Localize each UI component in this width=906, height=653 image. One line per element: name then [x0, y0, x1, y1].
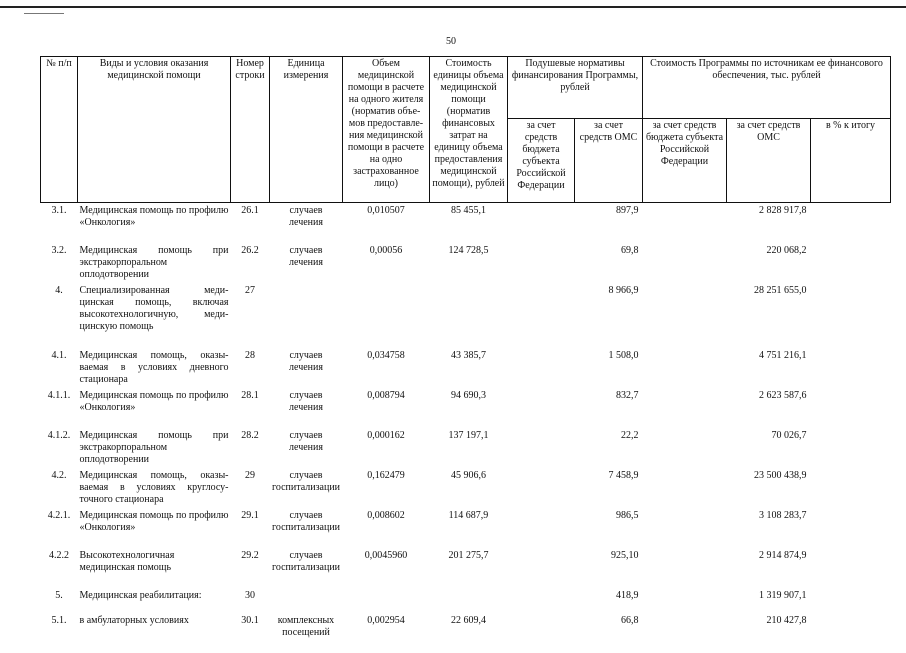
- cell-prg-oms: 70 026,7: [771, 429, 807, 441]
- header-unit: Единица измерения: [270, 57, 343, 203]
- table-row: [41, 548, 891, 588]
- cell-volume: [343, 588, 430, 613]
- cell-pct: [811, 203, 891, 243]
- cell-pct: [811, 468, 891, 508]
- table-row: [41, 468, 891, 508]
- cell-volume: [343, 283, 430, 348]
- cell-pct: [811, 613, 891, 653]
- cell-cost: 45 906,6: [451, 469, 486, 481]
- cell-pc-budget: [508, 283, 575, 348]
- cell-volume: 0,00056: [369, 244, 403, 256]
- header-per-capita: Подушевые нормативы финансирования Программы, рублей: [508, 57, 643, 119]
- cell-prg-budget: [643, 348, 727, 388]
- cell-cost: 85 455,1: [451, 205, 486, 216]
- cell-prg-budget: [643, 388, 727, 428]
- cell-name: Медицинская реабилитация:: [79, 589, 202, 601]
- cell-prg-oms: 1 319 907,1: [759, 589, 807, 601]
- cell-prg-oms: 4 751 216,1: [759, 349, 807, 361]
- cell-unit: случаев лечения: [289, 429, 323, 453]
- cell-name: Медицинская помощь, оказы-ваемая в условиях круглосу-точного стационара: [79, 469, 229, 505]
- cell-pc-oms: 986,5: [616, 509, 639, 521]
- cell-line: 29.2: [241, 549, 259, 561]
- cell-line: 26.2: [241, 244, 259, 256]
- cell-pct: [811, 243, 891, 283]
- cell-line: 27: [245, 284, 255, 296]
- header-line: Номер строки: [231, 57, 270, 203]
- cell-name: Медицинская помощь по профилю «Онкология»: [79, 389, 229, 413]
- cell-cost: 94 690,3: [451, 389, 486, 401]
- cell-line: 28.2: [241, 429, 259, 441]
- cell-prg-oms: 3 108 283,7: [759, 509, 807, 521]
- cell-cost: 22 609,4: [451, 614, 486, 626]
- cell-pc-budget: [508, 508, 575, 548]
- cell-num: 4.1.1.: [47, 389, 71, 401]
- cell-unit: [270, 588, 343, 613]
- cell-cost: [430, 588, 508, 613]
- cell-name: Высокотехнологичная медицинская помощь: [79, 549, 175, 573]
- cell-prg-budget: [643, 508, 727, 548]
- cell-pc-oms: 832,7: [616, 389, 639, 401]
- program-cost-table: [40, 56, 891, 653]
- cell-unit: случаев лечения: [289, 244, 323, 268]
- cell-line: 29: [245, 469, 255, 481]
- header-pc-oms: за счет средств ОМС: [575, 119, 643, 203]
- cell-volume: 0,000162: [367, 429, 405, 441]
- cell-pct: [811, 508, 891, 548]
- header-pc-budget: за счет средств бюджета субъекта Российской Федерации: [508, 119, 575, 203]
- cell-unit: [270, 283, 343, 348]
- cell-num: 4.2.1.: [47, 509, 71, 521]
- cell-prg-budget: [643, 283, 727, 348]
- header-num: № п/п: [41, 57, 78, 203]
- cell-pc-oms: 897,9: [616, 205, 639, 216]
- page-number: 50: [446, 36, 456, 47]
- cell-unit: случаев госпитализации: [271, 549, 341, 573]
- cell-line: 28.1: [241, 389, 259, 401]
- cell-name: Специализированная меди-цинская помощь, включая высокотехнологичную, меди-цинскую помощь: [79, 284, 229, 332]
- cell-num: 3.1.: [51, 205, 67, 216]
- cell-pc-oms: 22,2: [621, 429, 639, 441]
- header-prg-oms: за счет средств ОМС: [727, 119, 811, 203]
- cell-pc-budget: [508, 588, 575, 613]
- cell-pc-oms: 8 966,9: [608, 284, 639, 296]
- table-row: [41, 388, 891, 428]
- header-kind: Виды и условия оказания медицинской помощи: [78, 57, 231, 203]
- table-row: [41, 348, 891, 388]
- cell-pc-budget: [508, 243, 575, 283]
- header-volume: Объем медицинской помощи в расчете на одного жителя (норматив объе-мов предоставле-ния медицинской помощи в расчете на одно застрахованное лицо): [343, 57, 430, 203]
- cell-volume: 0,002954: [367, 614, 405, 626]
- cell-prg-budget: [643, 613, 727, 653]
- table-row: [41, 613, 891, 653]
- cell-pc-budget: [508, 468, 575, 508]
- cell-cost: 114 687,9: [448, 509, 489, 521]
- cell-pc-budget: [508, 548, 575, 588]
- cell-cost: 43 385,7: [451, 349, 486, 361]
- cell-name: в амбулаторных условиях: [79, 614, 189, 626]
- cell-prg-budget: [643, 588, 727, 613]
- cell-prg-oms: 2 914 874,9: [759, 549, 807, 561]
- cell-cost: 124 728,5: [448, 244, 489, 256]
- cell-num: 4.: [55, 284, 63, 296]
- cell-prg-oms: 220 068,2: [766, 244, 807, 256]
- cell-num: 4.2.2: [49, 549, 69, 561]
- cell-pc-oms: 925,10: [611, 549, 639, 561]
- cell-unit: случаев лечения: [289, 389, 323, 413]
- cell-pc-budget: [508, 348, 575, 388]
- top-border-line: [0, 6, 906, 8]
- cell-volume: 0,008794: [367, 389, 405, 401]
- cell-volume: 0,0045960: [364, 549, 408, 561]
- cell-pc-oms: 7 458,9: [608, 469, 639, 481]
- cell-prg-budget: [643, 203, 727, 243]
- cell-prg-oms: 2 623 587,6: [759, 389, 807, 401]
- cell-line: 30: [245, 589, 255, 601]
- table-row: [41, 243, 891, 283]
- cell-unit: случаев госпитализации: [271, 469, 341, 493]
- cell-num: 5.: [55, 589, 63, 601]
- cell-name: Медицинская помощь по профилю «Онкология»: [79, 509, 229, 533]
- cell-prg-budget: [643, 243, 727, 283]
- header-cost: Стоимость единицы объема медицинской помощи (норматив финансовых затрат на единицу объема предоставления медицинской помощи), рублей: [430, 57, 508, 203]
- cell-pct: [811, 283, 891, 348]
- cell-pc-budget: [508, 388, 575, 428]
- cell-unit: случаев лечения: [289, 349, 323, 373]
- table-row: [41, 428, 891, 468]
- cell-volume: 0,162479: [367, 469, 405, 481]
- cell-pc-oms: 66,8: [621, 614, 639, 626]
- cell-prg-budget: [643, 468, 727, 508]
- header-prg-pct: в % к итогу: [811, 119, 891, 203]
- cell-pc-oms: 418,9: [616, 589, 639, 601]
- cell-pct: [811, 548, 891, 588]
- cell-num: 4.2.: [51, 469, 67, 481]
- cell-line: 28: [245, 349, 255, 361]
- cell-prg-oms: 210 427,8: [766, 614, 807, 626]
- cell-pc-oms: 69,8: [621, 244, 639, 256]
- cell-line: 26.1: [241, 205, 259, 216]
- cell-line: 29.1: [241, 509, 259, 521]
- cell-num: 3.2.: [51, 244, 67, 256]
- cell-name: Медицинская помощь при экстракорпоральном оплодотворении: [79, 429, 229, 465]
- table-row: [41, 588, 891, 613]
- cell-pc-budget: [508, 613, 575, 653]
- cell-pct: [811, 428, 891, 468]
- cell-prg-oms: 2 828 917,8: [759, 205, 807, 216]
- cell-num: 4.1.2.: [47, 429, 71, 441]
- cell-prg-oms: 28 251 655,0: [754, 284, 807, 296]
- cell-prg-budget: [643, 428, 727, 468]
- table-row: [41, 283, 891, 348]
- cell-pct: [811, 588, 891, 613]
- header-program-cost: Стоимость Программы по источникам ее финансового обеспечения, тыс. рублей: [643, 57, 891, 119]
- cell-num: 4.1.: [51, 349, 67, 361]
- cell-line: 30.1: [241, 614, 259, 626]
- cell-cost: 137 197,1: [448, 429, 489, 441]
- cell-prg-budget: [643, 548, 727, 588]
- cell-cost: 201 275,7: [448, 549, 489, 561]
- cell-name: Медицинская помощь при экстракорпоральном оплодотворении: [79, 244, 229, 280]
- cell-cost: [430, 283, 508, 348]
- cell-unit: случаев госпитализации: [271, 509, 341, 533]
- cell-pc-oms: 1 508,0: [608, 349, 639, 361]
- cell-unit: случаев лечения: [289, 205, 323, 228]
- table-row: [41, 203, 891, 243]
- cell-pc-budget: [508, 428, 575, 468]
- table-row: [41, 508, 891, 548]
- cell-volume: 0,034758: [367, 349, 405, 361]
- cell-num: 5.1.: [51, 614, 67, 626]
- cell-pc-budget: [508, 203, 575, 243]
- scan-mark: [24, 13, 64, 14]
- cell-volume: 0,008602: [367, 509, 405, 521]
- header-prg-budget: за счет средств бюджета субъекта Российской Федерации: [643, 119, 727, 203]
- cell-pct: [811, 388, 891, 428]
- cell-pct: [811, 348, 891, 388]
- cell-name: Медицинская помощь по профилю «Онкология»: [79, 205, 229, 228]
- cell-volume: 0,010507: [367, 205, 405, 216]
- cell-unit: комплексных посещений: [277, 614, 335, 638]
- cell-name: Медицинская помощь, оказы-ваемая в условиях дневного стационара: [79, 349, 229, 385]
- cell-prg-oms: 23 500 438,9: [754, 469, 807, 481]
